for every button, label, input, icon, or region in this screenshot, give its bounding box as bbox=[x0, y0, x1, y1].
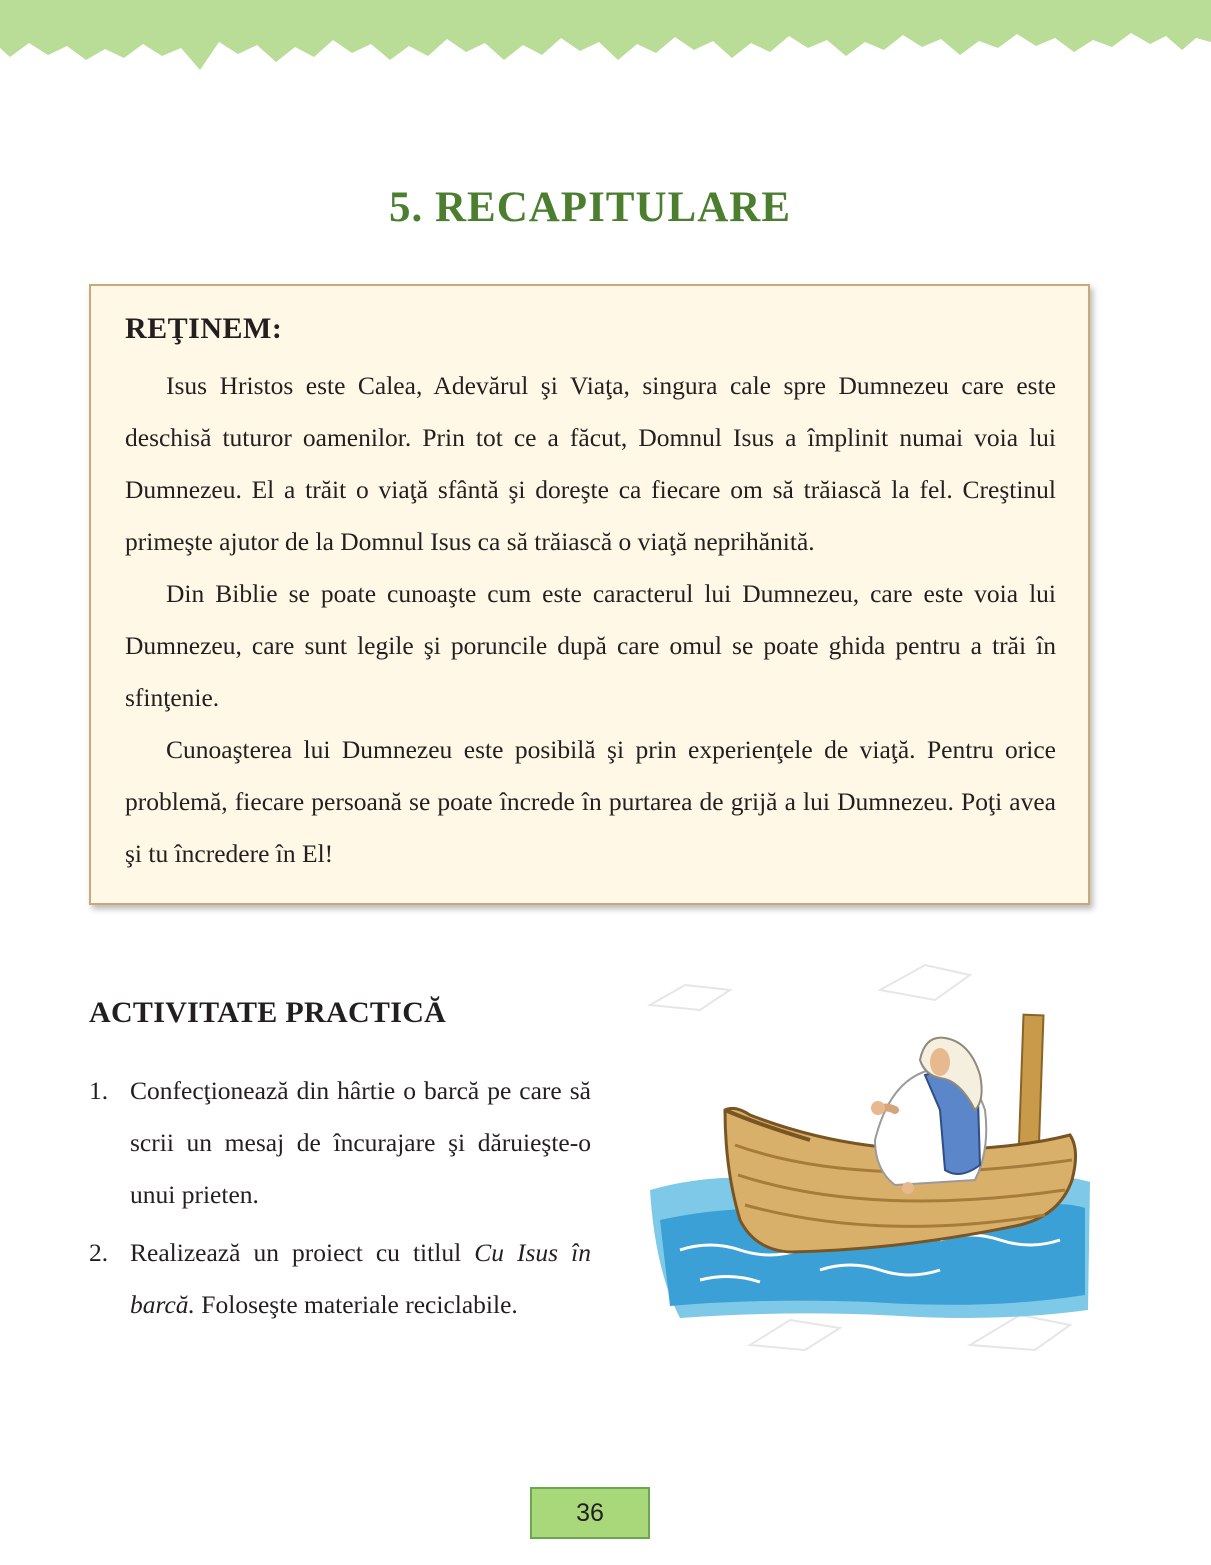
project-title: Cu Isus în barcă. bbox=[130, 1238, 591, 1319]
activity-item-text: Realizează un proiect cu titlul bbox=[130, 1238, 475, 1267]
top-decorative-band bbox=[0, 0, 1211, 80]
activity-item-number: 2. bbox=[89, 1238, 109, 1267]
activity-item bbox=[89, 1227, 591, 1331]
boat-illustration bbox=[640, 950, 1095, 1360]
retinem-box bbox=[89, 284, 1090, 905]
retinem-heading: REŢINEM: bbox=[125, 312, 283, 345]
retinem-text bbox=[125, 360, 1056, 880]
page-number: 36 bbox=[530, 1487, 650, 1539]
activity-item-text-end: Foloseşte materiale reciclabile. bbox=[194, 1290, 518, 1319]
retinem-paragraph: Cunoaşterea lui Dumnezeu este posibilă şi prin experienţele de viaţă. Pentru orice problemă, fiecare persoană se poate încrede în purtarea de grijă a lui Dumnezeu. Poţi avea şi tu încredere în El! bbox=[125, 735, 1056, 868]
activity-item-text: Confecţionează din hârtie o barcă pe care să scrii un mesaj de încurajare şi dăruieşte-o unui prieten. bbox=[130, 1076, 591, 1209]
page-title: 5. RECAPITULARE bbox=[388, 184, 792, 231]
activity-heading: ACTIVITATE PRACTICĂ bbox=[89, 996, 447, 1029]
activity-item bbox=[89, 1065, 591, 1221]
activity-item-number: 1. bbox=[89, 1076, 109, 1105]
jesus-figure bbox=[871, 1038, 986, 1194]
retinem-paragraph: Isus Hristos este Calea, Adevărul şi Viaţa, singura cale spre Dumnezeu care este deschisă tuturor oamenilor. Prin tot ce a făcut, Domnul Isus a împlinit numai voia lui Dumnezeu. El a trăit o viaţă sfântă şi doreşte ca fiecare om să trăiască la fel. Creştinul primeşte ajutor de la Domnul Isus ca să trăiască o viaţă neprihănită. bbox=[125, 371, 1056, 556]
activity-list bbox=[89, 1065, 591, 1337]
retinem-paragraph: Din Biblie se poate cunoaşte cum este caracterul lui Dumnezeu, care este voia lui Dumnezeu, care sunt legile şi poruncile după care omul se poate ghida pentru a trăi în sfinţenie. bbox=[125, 579, 1056, 712]
